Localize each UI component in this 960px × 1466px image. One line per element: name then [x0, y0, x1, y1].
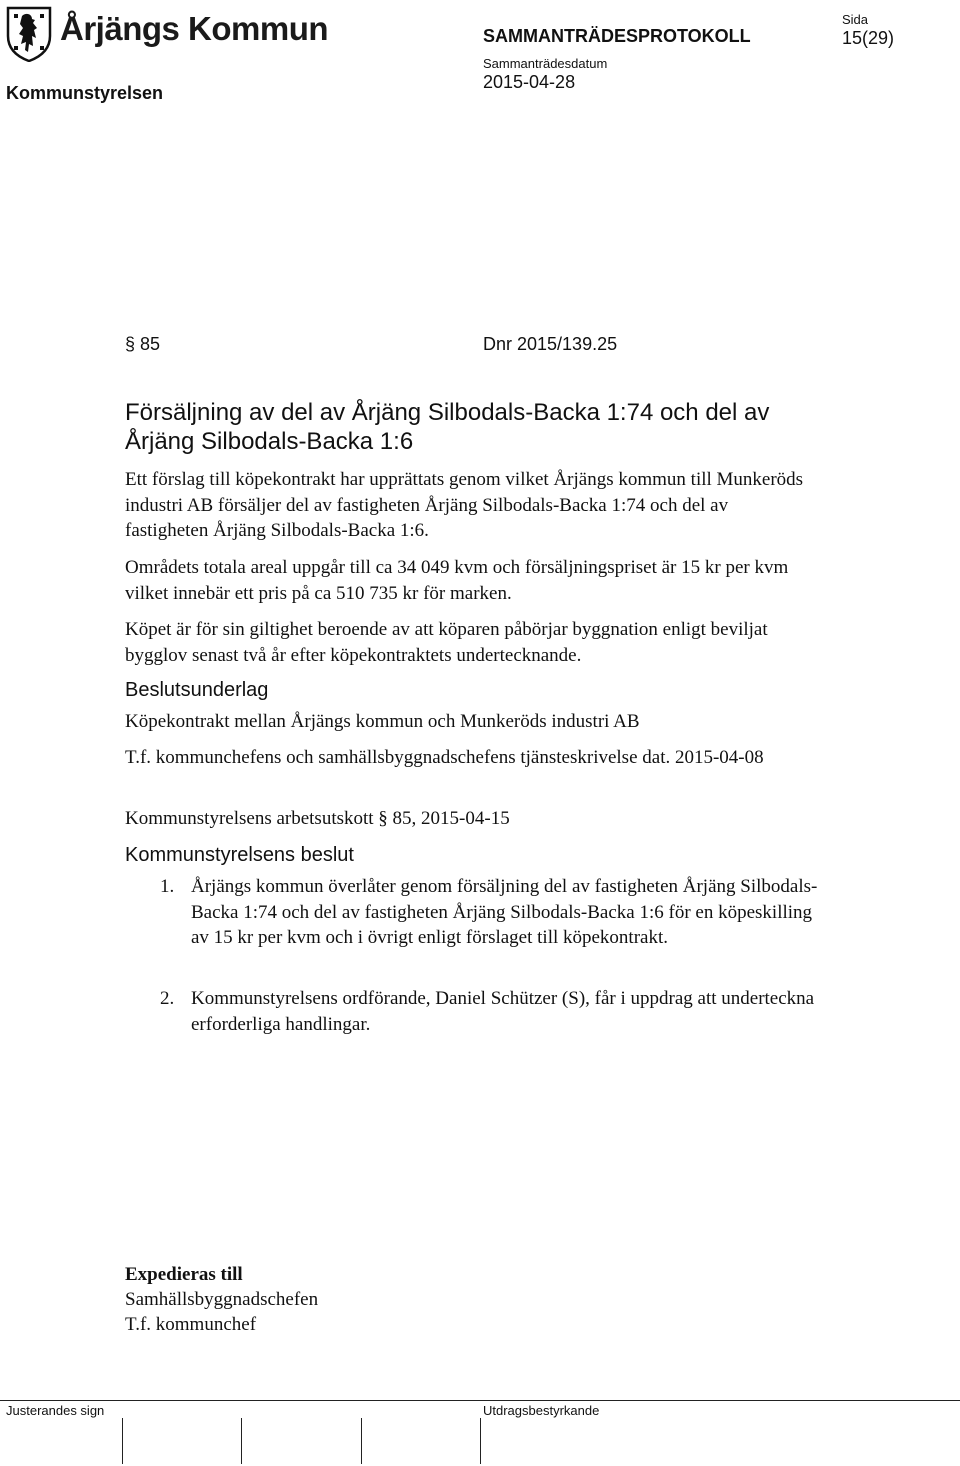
decision-basis-item-3: Kommunstyrelsens arbetsutskott § 85, 2015-04-15: [125, 808, 510, 829]
extract-certification-label: Utdragsbestyrkande: [483, 1403, 600, 1418]
signature-box-divider-3: [361, 1418, 362, 1464]
signature-box-divider-2: [241, 1418, 242, 1464]
page-number: 15(29): [842, 28, 895, 48]
decision-item-2-number: 2.: [160, 988, 175, 1009]
distribution-heading: Expedieras till: [125, 1264, 243, 1285]
paragraph-title: Försäljning av del av Årjäng Silbodals-Backa 1:74 och del av Årjäng Silbodals-Backa 1:6: [125, 399, 770, 455]
signature-box-divider-4: [480, 1418, 481, 1464]
decision-item-1-text: Årjängs kommun överlåter genom försäljning del av fastigheten Årjäng Silbodals-Backa 1:74 och del av fastigheten Årjäng Silbodals-Backa 1:6 för en köpeskilling av 15 kr per kvm och i övrigt enligt förslaget till köpekontrakt.: [191, 876, 818, 948]
adjusters-signature-label: Justerandes sign: [6, 1403, 105, 1418]
meeting-date: 2015-04-28: [483, 72, 576, 92]
distribution-recipient-2: T.f. kommunchef: [125, 1314, 257, 1335]
footer-divider: [0, 1400, 960, 1401]
page-label: Sida: [842, 12, 869, 27]
decision-basis-item-2: T.f. kommunchefens och samhällsbyggnadschefens tjänsteskrivelse dat. 2015-04-08: [125, 747, 764, 768]
decision-basis-heading: Beslutsunderlag: [125, 679, 269, 701]
decision-item-1-number: 1.: [160, 876, 175, 897]
decision-basis-item-1: Köpekontrakt mellan Årjängs kommun och Munkeröds industri AB: [125, 711, 640, 732]
body-paragraph-1: Ett förslag till köpekontrakt har upprättats genom vilket Årjängs kommun till Munkeröds industri AB försäljer del av fastigheten Årjäng Silbodals-Backa 1:74 och del av fastigheten Årjäng Silbodals-Backa 1:6.: [125, 469, 804, 541]
body-paragraph-2: Områdets totala areal uppgår till ca 34 049 kvm och försäljningspriset är 15 kr per kvm vilket innebär ett pris på ca 510 735 kr för marken.: [125, 557, 789, 604]
decision-item-2-text: Kommunstyrelsens ordförande, Daniel Schützer (S), får i uppdrag att underteckna erforderliga handlingar.: [191, 988, 815, 1035]
organization-name: Kommunstyrelsen: [6, 83, 164, 103]
distribution-recipient-1: Samhällsbyggnadschefen: [125, 1289, 319, 1310]
paragraph-number: § 85: [125, 334, 161, 354]
municipal-coat-of-arms-icon: [6, 6, 52, 62]
decision-heading: Kommunstyrelsens beslut: [125, 844, 354, 866]
protocol-title: SAMMANTRÄDESPROTOKOLL: [483, 26, 751, 46]
meeting-date-label: Sammanträdesdatum: [483, 56, 608, 71]
diary-number: Dnr 2015/139.25: [483, 334, 618, 354]
municipality-logo-text: Årjängs Kommun: [60, 10, 329, 47]
signature-box-divider-1: [122, 1418, 123, 1464]
body-paragraph-3: Köpet är för sin giltighet beroende av att köparen påbörjar byggnation enligt beviljat bygglov senast två år efter köpekontraktets undertecknande.: [125, 619, 768, 666]
paragraph-number-value: 85: [140, 334, 161, 354]
